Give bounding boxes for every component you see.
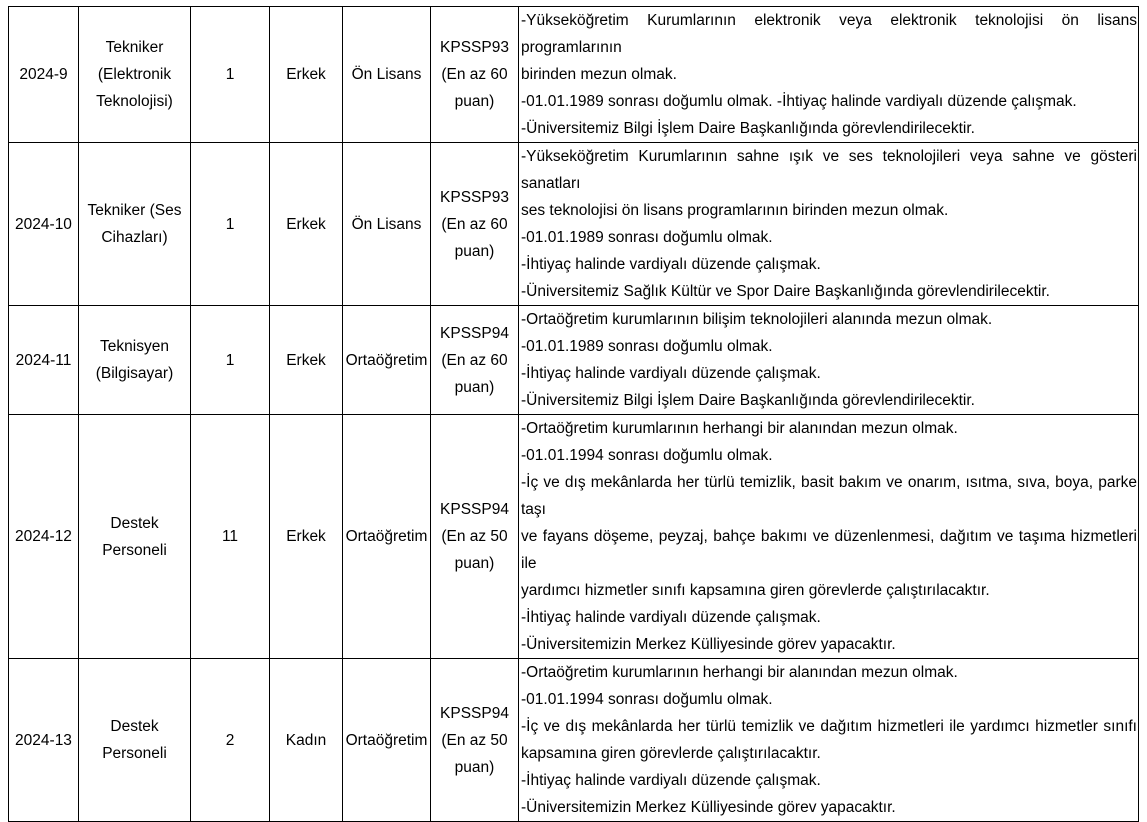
requirement-line: -Ortaöğretim kurumlarının bilişim teknolojileri alanında mezun olmak. <box>521 311 993 328</box>
position-requirements-cell <box>519 415 1139 659</box>
position-gender-cell: Erkek <box>270 143 343 306</box>
position-title-cell <box>79 415 191 659</box>
kpss-line: puan) <box>454 378 495 396</box>
kpss-line: (En az 50 <box>441 731 508 749</box>
position-education-cell: Ön Lisans <box>343 143 431 306</box>
requirement-line: -Ortaöğretim kurumlarının herhangi bir alanından mezun olmak. <box>521 420 958 437</box>
requirement-line: -İhtiyaç halinde vardiyalı düzende çalışmak. <box>521 256 821 273</box>
table-row <box>9 143 1139 306</box>
position-title-line: Teknolojisi) <box>96 93 173 110</box>
requirement-line: ve fayans döşeme, peyzaj, bahçe bakımı ve düzenlenmesi, dağıtım ve taşıma hizmetleri ile <box>521 528 1137 572</box>
position-title-line: Cihazları) <box>101 229 168 246</box>
requirement-line: -Üniversitemizin Merkez Külliyesinde görev yapacaktır. <box>521 636 896 653</box>
positions-table-body <box>9 7 1139 822</box>
position-education-cell: Ortaöğretim <box>343 659 431 822</box>
requirement-line: -İhtiyaç halinde vardiyalı düzende çalışmak. <box>521 772 821 789</box>
position-title-line: Destek <box>110 514 159 532</box>
table-row <box>9 415 1139 659</box>
position-requirements-cell <box>519 143 1139 306</box>
position-kpss-cell <box>431 659 519 822</box>
table-row <box>9 7 1139 143</box>
position-education-cell: Ortaöğretim <box>343 306 431 415</box>
position-title-line: Destek <box>110 718 159 735</box>
position-title-line: (Bilgisayar) <box>95 365 174 382</box>
position-kpss-cell <box>431 306 519 415</box>
kpss-line: (En az 50 <box>441 528 508 545</box>
position-title-cell <box>79 306 191 415</box>
position-code-cell: 2024-10 <box>9 143 79 306</box>
requirement-line: -Üniversitemiz Sağlık Kültür ve Spor Daire Başkanlığında görevlendirilecektir. <box>521 283 1050 300</box>
table-row <box>9 659 1139 822</box>
position-kpss-cell <box>431 7 519 143</box>
requirement-line: -01.01.1994 sonrası doğumlu olmak. <box>521 447 773 464</box>
position-title-line: Teknisyen <box>100 338 169 355</box>
position-title-line: Personeli <box>102 541 167 559</box>
position-requirements-cell <box>519 306 1139 415</box>
requirement-line: -İhtiyaç halinde vardiyalı düzende çalışmak. <box>521 609 821 626</box>
kpss-line: KPSSP94 <box>440 324 509 342</box>
requirement-line: -01.01.1989 sonrası doğumlu olmak. <box>521 229 773 246</box>
position-title-cell <box>79 659 191 822</box>
requirement-line: -Üniversitemizin Merkez Külliyesinde görev yapacaktır. <box>521 799 896 816</box>
position-education-cell: Ortaöğretim <box>343 415 431 659</box>
requirement-line: -Üniversitemiz Bilgi İşlem Daire Başkanlığında görevlendirilecektir. <box>521 392 975 409</box>
position-gender-cell: Erkek <box>270 7 343 143</box>
kpss-line: puan) <box>454 758 495 776</box>
requirement-line: ses teknolojisi ön lisans programlarının birinden mezun olmak. <box>521 202 949 219</box>
requirement-line: -İhtiyaç halinde vardiyalı düzende çalışmak. <box>521 365 821 382</box>
position-title-line: Tekniker <box>105 39 164 56</box>
requirement-line: -Yükseköğretim Kurumlarının sahne ışık ve ses teknolojileri veya sahne ve gösteri sanatları <box>521 148 1137 192</box>
position-count-cell: 11 <box>191 415 270 659</box>
requirement-line: -Ortaöğretim kurumlarının herhangi bir alanından mezun olmak. <box>521 664 958 681</box>
position-gender-cell: Erkek <box>270 415 343 659</box>
kpss-line: KPSSP93 <box>440 39 509 56</box>
position-gender-cell: Erkek <box>270 306 343 415</box>
position-title-line: Tekniker (Ses <box>87 202 182 219</box>
position-count-cell: 1 <box>191 143 270 306</box>
positions-table <box>8 6 1139 822</box>
kpss-line: (En az 60 <box>441 351 508 369</box>
requirement-line: -İç ve dış mekânlarda her türlü temizlik ve dağıtım hizmetleri ile yardımcı hizmetler sınıfı <box>521 718 1137 735</box>
requirement-line: -Yükseköğretim Kurumlarının elektronik veya elektronik teknolojisi ön lisans programlarının <box>521 12 1137 56</box>
position-requirements-cell <box>519 7 1139 143</box>
kpss-line: puan) <box>454 93 495 110</box>
position-kpss-cell <box>431 415 519 659</box>
position-title-cell <box>79 143 191 306</box>
requirement-line: -İç ve dış mekânlarda her türlü temizlik, basit bakım ve onarım, ısıtma, sıva, boya, parke taşı <box>521 474 1137 518</box>
kpss-line: KPSSP93 <box>440 188 509 206</box>
position-requirements-cell <box>519 659 1139 822</box>
position-code-cell: 2024-9 <box>9 7 79 143</box>
table-row <box>9 306 1139 415</box>
requirement-line: -01.01.1994 sonrası doğumlu olmak. <box>521 691 773 708</box>
kpss-line: (En az 60 <box>441 66 508 83</box>
position-count-cell: 1 <box>191 7 270 143</box>
position-title-line: Personeli <box>102 745 167 762</box>
kpss-line: puan) <box>454 555 495 572</box>
requirement-line: -Üniversitemiz Bilgi İşlem Daire Başkanlığında görevlendirilecektir. <box>521 120 975 137</box>
kpss-line: puan) <box>454 242 495 260</box>
requirement-line: -01.01.1989 sonrası doğumlu olmak. -İhtiyaç halinde vardiyalı düzende çalışmak. <box>521 93 1077 110</box>
position-code-cell: 2024-11 <box>9 306 79 415</box>
position-education-cell: Ön Lisans <box>343 7 431 143</box>
position-gender-cell: Kadın <box>270 659 343 822</box>
kpss-line: (En az 60 <box>441 215 508 233</box>
position-code-cell: 2024-13 <box>9 659 79 822</box>
requirement-line: birinden mezun olmak. <box>521 66 677 83</box>
requirement-line: -01.01.1989 sonrası doğumlu olmak. <box>521 338 773 355</box>
position-code-cell: 2024-12 <box>9 415 79 659</box>
requirement-line: kapsamına giren görevlerde çalıştırılacaktır. <box>521 745 821 762</box>
kpss-line: KPSSP94 <box>440 704 509 722</box>
position-kpss-cell <box>431 143 519 306</box>
kpss-line: KPSSP94 <box>440 501 509 518</box>
requirement-line: yardımcı hizmetler sınıfı kapsamına giren görevlerde çalıştırılacaktır. <box>521 582 990 599</box>
position-title-cell <box>79 7 191 143</box>
position-count-cell: 2 <box>191 659 270 822</box>
position-count-cell: 1 <box>191 306 270 415</box>
position-title-line: (Elektronik <box>97 66 172 83</box>
